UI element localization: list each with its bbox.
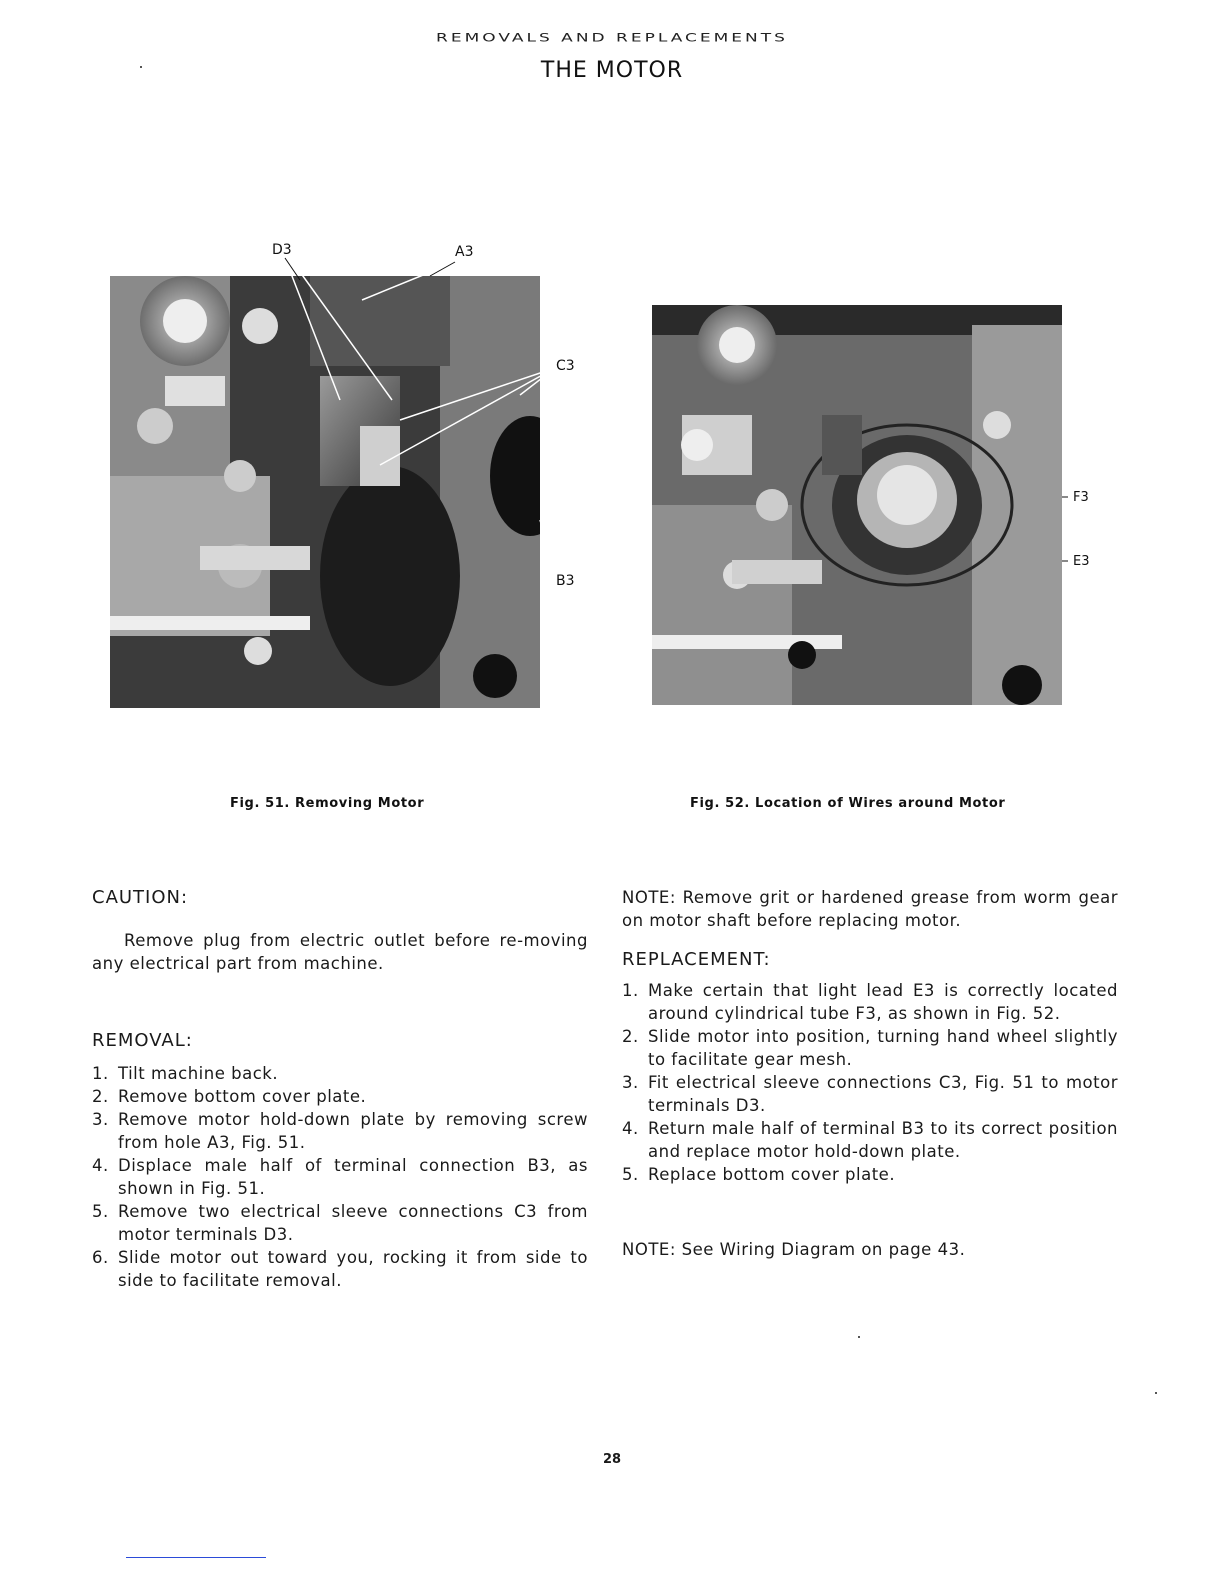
replacement-heading: REPLACEMENT: <box>622 949 771 970</box>
right-column <box>622 886 1118 1261</box>
left-column <box>92 886 588 1292</box>
step-number: 3. <box>92 1110 109 1129</box>
list-item <box>92 1108 588 1154</box>
list-item <box>92 1085 588 1108</box>
list-item <box>622 1071 1118 1117</box>
removal-steps <box>92 1062 588 1292</box>
fig52-callout-f3: F3 <box>1073 490 1089 505</box>
list-item <box>622 1117 1118 1163</box>
fig51-callout-a3: A3 <box>455 244 474 260</box>
step-text: Make certain that light lead E3 is correctly located around cylindrical tube F3, as shown in Fig. 52. <box>648 981 1118 1023</box>
list-item <box>622 1163 1118 1186</box>
step-number: 1. <box>622 981 639 1000</box>
step-text: Tilt machine back. <box>118 1064 279 1083</box>
step-number: 2. <box>92 1087 109 1106</box>
fig52-photo <box>652 305 1062 705</box>
scan-speck <box>140 66 142 68</box>
list-item <box>92 1200 588 1246</box>
scan-speck <box>858 1336 860 1338</box>
step-number: 5. <box>622 1165 639 1184</box>
step-text: Fit electrical sleeve connections C3, Fig. 51 to motor terminals D3. <box>648 1073 1118 1115</box>
step-number: 2. <box>622 1027 639 1046</box>
step-number: 4. <box>622 1119 639 1138</box>
caution-text: Remove plug from electric outlet before re-moving any electrical part from machine. <box>92 931 588 973</box>
list-item <box>622 1025 1118 1071</box>
list-item <box>92 1062 588 1085</box>
fig52-caption: Fig. 52. Location of Wires around Motor <box>690 796 1006 811</box>
list-item <box>622 979 1118 1025</box>
replacement-steps <box>622 979 1118 1186</box>
note-bottom: NOTE: See Wiring Diagram on page 43. <box>622 1240 966 1259</box>
removal-heading: REMOVAL: <box>92 1030 193 1051</box>
fig51-caption: Fig. 51. Removing Motor <box>230 796 425 811</box>
step-number: 4. <box>92 1156 109 1175</box>
note-top: NOTE: Remove grit or hardened grease from worm gear on motor shaft before replacing motor. <box>622 888 1118 930</box>
step-text: Replace bottom cover plate. <box>648 1165 896 1184</box>
step-text: Remove motor hold-down plate by removing screw from hole A3, Fig. 51. <box>118 1110 588 1152</box>
page-number: 28 <box>602 1452 622 1467</box>
step-number: 6. <box>92 1248 109 1267</box>
step-text: Remove bottom cover plate. <box>118 1087 367 1106</box>
list-item <box>92 1154 588 1200</box>
fig52-callout-e3: E3 <box>1073 554 1090 569</box>
caution-heading: CAUTION: <box>92 887 189 908</box>
step-text: Remove two electrical sleeve connections C3 from motor terminals D3. <box>118 1202 588 1244</box>
fig51-callout-c3: C3 <box>556 358 575 374</box>
fig51-callout-d3: D3 <box>272 242 292 258</box>
footer-rule <box>126 1557 266 1558</box>
step-text: Slide motor out toward you, rocking it from side to side to facilitate removal. <box>118 1248 588 1290</box>
step-number: 5. <box>92 1202 109 1221</box>
step-number: 3. <box>622 1073 639 1092</box>
running-header: REMOVALS AND REPLACEMENTS <box>436 31 788 45</box>
page-title: THE MOTOR <box>540 58 684 83</box>
step-text: Displace male half of terminal connection B3, as shown in Fig. 51. <box>118 1156 588 1198</box>
scan-speck <box>1155 1392 1157 1394</box>
step-text: Slide motor into position, turning hand wheel slightly to facilitate gear mesh. <box>648 1027 1118 1069</box>
step-text: Return male half of terminal B3 to its correct position and replace motor hold-down plate. <box>648 1119 1118 1161</box>
list-item <box>92 1246 588 1292</box>
fig51-callout-b3: B3 <box>556 573 575 589</box>
step-number: 1. <box>92 1064 109 1083</box>
